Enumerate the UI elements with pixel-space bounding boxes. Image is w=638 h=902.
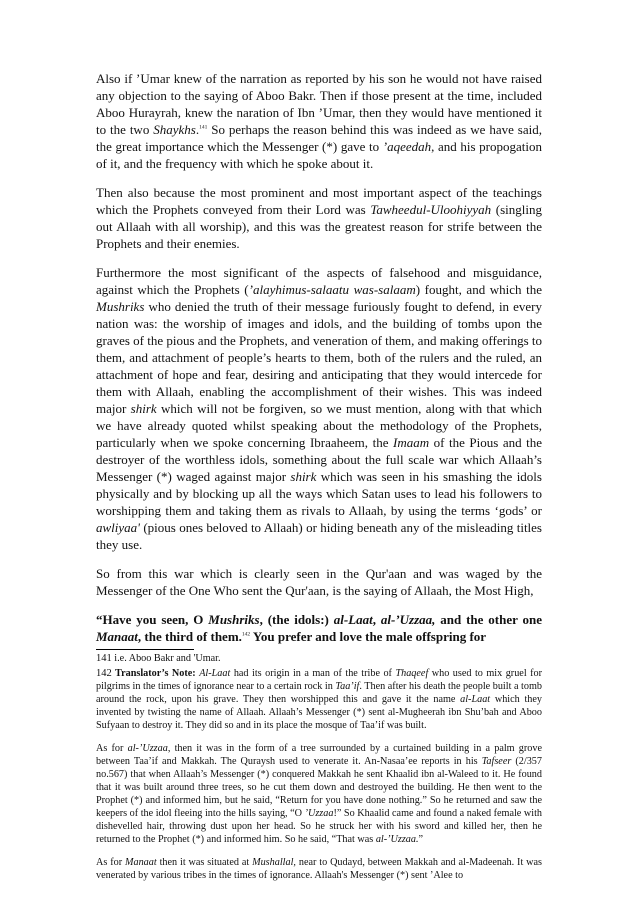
footnotes [96, 652, 542, 882]
footnote-manaat: As for Manaat then it was situated at Mushallal, near to Qudayd, between Makkah and al-Madeenah. It was venerated by various tribes in the times of ignorance. Allaah's Messenger (*) sent ’Alee to [96, 857, 543, 881]
footnote-ref-141[interactable]: 141 [199, 124, 208, 131]
body-text [96, 70, 542, 645]
paragraph-1: Also if ’Umar knew of the narration as reported by his son he would not have raised any objection to the saying of Aboo Bakr. Then if those present at the time, included Aboo Hurayrah, knew the naration of Ibn ’Umar, then they would have mentioned it to the two Shaykhs.$^{141}$ So perhaps the reason behind this was indeed as we have said, the great importance which the Messenger (*) gave to ’aqeedah, and his propogation of it, and the frequency with which he spoke about it. [96, 71, 542, 171]
footnote-uzzaa: As for al-’Uzzaa, then it was in the form of a tree surrounded by a curtained building in a palm grove between Taa’if and Makkah. The Quraysh used to venerate it. An-Nasaa’ee reports in his Tafseer (2/357 no.567) that when Allaah’s Messenger (*) conquered Makkah he sent Khaalid ibn al-Waleed to it. He found that it was built around three trees, so he cut them down and destroyed the building. He then went to the Prophet (*) and informed him, but he said, “Return for you have done nothing.” So he returned and saw the keepers of the idol fleeing into the hills saying, “O ’Uzzaa!” So Khaalid came and found a naked female with dishevelled hair, throwing dust upon her head. So he struck her with his sword and killed her, then he returned to the Prophet (*) and informed him. So he said, “That was al-’Uzzaa.” [96, 743, 543, 845]
paragraph-4: So from this war which is clearly seen in the Qur'aan and was waged by the Messenger of the One Who sent the Qur'aan, is the saying of Allaah, the Most High, [96, 566, 542, 598]
footnote-141: 141 i.e. Aboo Bakr and 'Umar. [96, 653, 221, 664]
paragraph-2: Then also because the most prominent and most important aspect of the teachings which the Prophets conveyed from their Lord was Tawheedul-Uloohiyyah (singling out Allaah with all worship), and this was the greatest reason for strife between the Prophets and their enemies. [96, 185, 542, 251]
footnote-divider [96, 649, 194, 650]
footnote-ref-142[interactable]: 142 [241, 631, 251, 638]
footnote-142: 142 Translator’s Note: Al-Laat had its origin in a man of the tribe of Thaqeef who used to mix gruel for pilgrims in the times of ignorance near to a certain rock in Taa’if. Then after his death the people built a tomb around the rock, upon his grave. They then worshipped this and gave it the name al-Laat which they invented by twisting the name of Allaah. Allaah’s Messenger (*) sent al-Mugheerah ibn Shu’bah and Aboo Sufyaan to destroy it. They did so and in its place the mosque of Taa’if was built. [96, 668, 543, 731]
paragraph-3: Furthermore the most significant of the aspects of falsehood and misguidance, against which the Prophets (’alayhimus-salaatu was-salaam) fought, and which the Mushriks who denied the truth of their message furiously fought to defend, in every nation was: the worship of images and idols, and the building of tombs upon the graves of the pious and the Prophets, and veneration of them, and making offerings to them, and attachment of people’s hearts to them, both of the rulers and the ruled, an attachment of hope and fear, desiring and anticipating that they would intercede for them with Allaah, enabling the accomplishment of their wishes. This was indeed major shirk which will not be forgiven, so we must mention, along with that which we have already quoted whilst speaking about the methodology of the Prophets, particularly when we spoke concerning Ibraaheem, the Imaam of the Pious and the destroyer of the worthless idols, something about the full scale war which Allaah’s Messenger (*) waged against major shirk which was seen in his smashing the idols physically and by blocking up all the ways which Satan uses to lead his followers to worshipping them and taking them as rivals to Allaah, by using the terms ‘gods’ or awliyaa' (pious ones beloved to Allaah) or hiding beneath any of the misleading titles they use. [96, 265, 543, 552]
quran-quote: “Have you seen, O Mushriks, (the idols:) al-Laat, al-’Uzzaa, and the other one Manaat, the third of them.$^{142}$ You prefer and love the male offspring for [96, 612, 543, 644]
